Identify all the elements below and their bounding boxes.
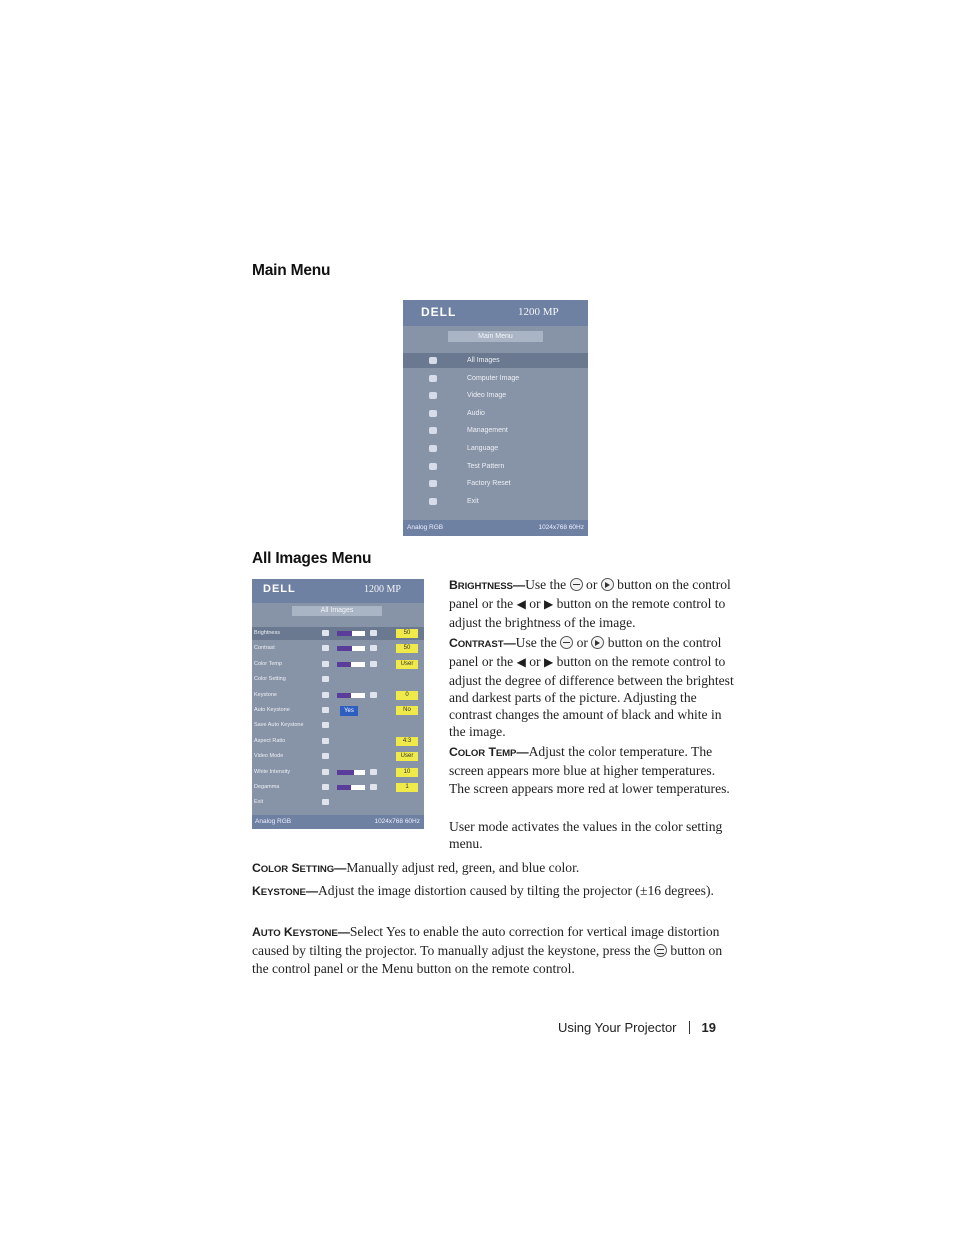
settings-row[interactable]	[252, 750, 424, 763]
video-image-icon	[429, 392, 437, 399]
footer-section: Using Your Projector	[558, 1020, 677, 1035]
increase-icon	[370, 645, 377, 651]
setting-icon	[322, 692, 329, 698]
setting-value: 1	[396, 783, 418, 792]
menu-button-icon	[654, 944, 667, 957]
increase-icon	[370, 769, 377, 775]
settings-row[interactable]	[252, 796, 424, 809]
main-menu-item-label: Computer Image	[467, 374, 520, 382]
minus-button-icon	[560, 636, 573, 649]
main-menu-item[interactable]	[403, 476, 588, 491]
level-slider[interactable]	[337, 631, 365, 636]
main-menu-item[interactable]	[403, 459, 588, 474]
factory-reset-icon	[429, 480, 437, 487]
settings-row-label: Exit	[254, 799, 264, 806]
keystone-description: KEYSTONE—Adjust the image distortion caused by tilting the projector (±16 degrees).	[252, 883, 714, 898]
main-menu-item[interactable]	[403, 353, 588, 368]
level-slider[interactable]	[337, 785, 365, 790]
setting-value: 50	[396, 629, 418, 638]
settings-row[interactable]	[252, 642, 424, 655]
brightness-term: BRIGHTNESS—	[449, 578, 526, 592]
main-menu-item-label: Test Pattern	[467, 462, 505, 470]
main-menu-item[interactable]	[403, 494, 588, 509]
settings-row[interactable]	[252, 781, 424, 794]
settings-row-label: Contrast	[254, 645, 275, 652]
resolution: 1024x768 60Hz	[538, 524, 584, 531]
settings-row[interactable]	[252, 658, 424, 671]
main-menu-item-label: Video Image	[467, 392, 507, 400]
settings-row[interactable]	[252, 689, 424, 702]
dell-logo: DELL	[421, 305, 457, 319]
setting-value: 10	[396, 768, 418, 777]
contrast-description: CONTRAST—Use the or button on the control panel or the ◀ or ▶ button on the remote control to adjust the degree of difference between the brightest and darkest parts of the picture. Adjusting the contrast changes the amount of black and white in the image.	[449, 635, 734, 740]
right-arrow-icon: ▶	[543, 655, 554, 670]
all-images-menu-heading: All Images Menu	[252, 550, 372, 567]
contrast-term: CONTRAST—	[449, 636, 516, 650]
level-slider[interactable]	[337, 662, 365, 667]
setting-value: 4:3	[396, 737, 418, 746]
dell-logo: DELL	[263, 583, 296, 595]
setting-value: User	[396, 660, 418, 669]
main-menu-item[interactable]	[403, 388, 588, 403]
settings-row-label: Color Temp	[254, 660, 283, 667]
yes-button[interactable]: Yes	[340, 706, 358, 716]
audio-icon	[429, 410, 437, 417]
main-menu-item[interactable]	[403, 441, 588, 456]
level-slider[interactable]	[337, 693, 365, 698]
increase-icon	[370, 784, 377, 790]
user-mode-note: User mode activates the values in the color setting menu.	[449, 819, 723, 852]
main-menu-item-label: Exit	[467, 497, 479, 505]
settings-row-label: White Intensity	[254, 768, 291, 775]
brightness-description: BRIGHTNESS—Use the or button on the control panel or the ◀ or ▶ button on the remote control to adjust the brightness of the image.	[449, 577, 731, 630]
setting-icon	[322, 799, 329, 805]
color-temp-description: COLOR TEMP—Adjust the color temperature. The screen appears more blue at higher temperatures. The screen appears more red at lower temperatures.	[449, 744, 730, 796]
main-menu-item[interactable]	[403, 406, 588, 421]
color-temp-term: COLOR TEMP—	[449, 745, 529, 759]
settings-row[interactable]	[252, 673, 424, 686]
settings-row[interactable]	[252, 766, 424, 779]
settings-row-label: Keystone	[254, 691, 277, 698]
increase-icon	[370, 692, 377, 698]
settings-row-label: Brightness	[254, 630, 280, 636]
settings-row-label: Color Setting	[254, 676, 286, 683]
setting-icon	[322, 769, 329, 775]
settings-row[interactable]	[252, 719, 424, 732]
all-images-screenshot	[252, 579, 424, 829]
computer-image-icon	[429, 375, 437, 382]
main-menu-item-label: Factory Reset	[467, 480, 511, 488]
main-menu-heading: Main Menu	[252, 262, 331, 279]
model-label: 1200 MP	[518, 306, 559, 318]
main-menu-item[interactable]	[403, 423, 588, 438]
main-menu-screenshot	[403, 300, 588, 536]
settings-row-label: Degamma	[254, 784, 280, 790]
increase-icon	[370, 630, 377, 636]
main-menu-item-label: Language	[467, 445, 499, 452]
color-setting-term: COLOR SETTING—	[252, 861, 347, 875]
right-arrow-icon: ▶	[543, 597, 554, 612]
osd-status-bar	[252, 815, 424, 829]
setting-value: No	[396, 706, 418, 715]
level-slider[interactable]	[337, 646, 365, 651]
yes-option: Yes	[385, 924, 406, 939]
left-arrow-icon: ◀	[516, 655, 526, 670]
input-source: Analog RGB	[407, 524, 444, 531]
minus-button-icon	[570, 578, 583, 591]
all-images-tab: All Images	[292, 606, 382, 616]
exit-icon	[429, 498, 437, 505]
setting-icon	[322, 707, 329, 713]
setting-value: User	[396, 752, 418, 761]
setting-icon	[322, 722, 329, 728]
setting-value: 50	[396, 644, 418, 653]
test-pattern-icon	[429, 463, 437, 470]
main-menu-tab: Main Menu	[448, 331, 543, 342]
level-slider[interactable]	[337, 770, 365, 775]
settings-row[interactable]	[252, 627, 424, 640]
setting-icon	[322, 738, 329, 744]
setting-icon	[322, 784, 329, 790]
model-label: 1200 MP	[364, 584, 401, 595]
input-source: Analog RGB	[255, 818, 292, 825]
page-footer	[558, 1020, 716, 1035]
setting-value: 0	[396, 691, 418, 700]
resolution: 1024x768 60Hz	[374, 818, 420, 825]
all-images-icon	[429, 357, 437, 364]
footer-divider	[689, 1021, 690, 1034]
main-menu-item[interactable]	[403, 371, 588, 386]
page-number: 19	[701, 1020, 716, 1035]
setting-icon	[322, 661, 329, 667]
increase-icon	[370, 661, 377, 667]
color-setting-description: COLOR SETTING—Manually adjust red, green, and blue color.	[252, 860, 580, 875]
plus-button-icon	[591, 636, 604, 649]
keystone-term: KEYSTONE—	[252, 884, 318, 898]
settings-row[interactable]	[252, 704, 424, 717]
settings-row-label: Aspect Ratio	[254, 737, 286, 744]
left-arrow-icon: ◀	[516, 597, 526, 612]
settings-row[interactable]	[252, 735, 424, 748]
setting-icon	[322, 676, 329, 682]
setting-icon	[322, 630, 329, 636]
setting-icon	[322, 753, 329, 759]
settings-row-label: Auto Keystone	[254, 707, 290, 713]
settings-row-label: Save Auto Keystone	[254, 722, 304, 729]
main-menu-item-label: All Images	[467, 357, 500, 364]
management-icon	[429, 427, 437, 434]
main-menu-item-label: Management	[467, 427, 508, 435]
settings-row-label: Video Mode	[254, 753, 284, 760]
language-icon	[429, 445, 437, 452]
plus-button-icon	[601, 578, 614, 591]
auto-keystone-description: AUTO KEYSTONE—Select Yes to enable the auto correction for vertical image distortion caused by tilting the projector. To manually adjust the keystone, press the button on the control panel or the Menu button on the remote control.	[252, 924, 723, 976]
auto-keystone-term: AUTO KEYSTONE—	[252, 925, 350, 939]
setting-icon	[322, 645, 329, 651]
osd-status-bar	[403, 520, 588, 536]
main-menu-item-label: Audio	[467, 409, 485, 417]
